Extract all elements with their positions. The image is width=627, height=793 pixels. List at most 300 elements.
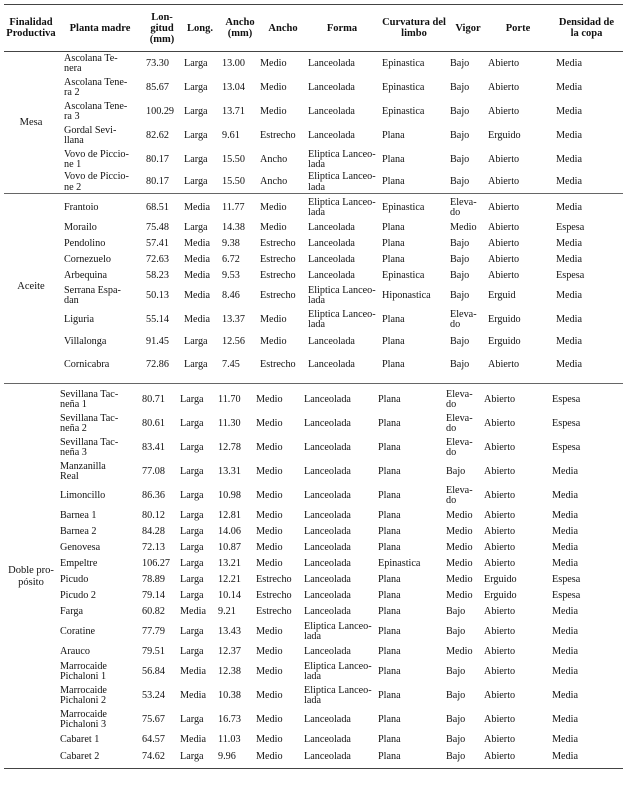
header-finalidad: Finalidad Productiva	[6, 17, 56, 39]
cell-curvatura: Plana	[378, 713, 401, 725]
cell-long: Larga	[180, 713, 204, 725]
cell-densidad: Espesa	[556, 269, 585, 281]
cell-curvatura: Epinastica	[382, 269, 425, 281]
cell-porte: Abierto	[484, 417, 516, 429]
table-row	[4, 332, 623, 352]
cell-densidad: Media	[556, 253, 583, 265]
cell-longitud-mm: 53.24	[142, 689, 165, 701]
header-vigor: Vigor	[455, 22, 481, 34]
cell-ancho-mm: 12.56	[222, 335, 245, 347]
cell-densidad: Media	[556, 358, 583, 370]
cell-vigor: Bajo	[450, 153, 470, 165]
cell-planta-madre: Coratine	[60, 625, 96, 637]
cell-forma: Lanceolada	[304, 750, 351, 762]
cell-ancho: Estrecho	[260, 237, 296, 249]
cell-vigor: Medio	[446, 525, 473, 537]
cell-longitud-mm: 80.61	[142, 417, 165, 429]
cell-vigor: Bajo	[450, 129, 470, 141]
cell-curvatura: Plana	[378, 750, 401, 762]
cell-densidad: Media	[556, 153, 583, 165]
cell-densidad: Media	[552, 557, 579, 569]
cell-vigor: Bajo	[446, 733, 466, 745]
cell-planta-madre: Cabaret 1	[60, 733, 100, 745]
group-label: Mesa	[19, 117, 43, 128]
header-ancho: Ancho	[268, 22, 298, 34]
table-row	[4, 572, 623, 588]
cell-densidad: Media	[552, 645, 579, 657]
cell-vigor: Bajo	[446, 625, 466, 637]
cell-forma: Lanceolada	[308, 237, 355, 249]
cell-porte: Abierto	[484, 489, 516, 501]
cell-long: Larga	[180, 645, 204, 657]
cell-ancho: Medio	[260, 335, 287, 347]
table-row	[4, 308, 623, 332]
cell-ancho: Medio	[256, 665, 283, 677]
cell-forma: Eliptica Lanceo- lada	[308, 308, 376, 330]
cell-porte: Abierto	[484, 645, 516, 657]
cell-ancho: Medio	[260, 81, 287, 93]
group-label: Doble pro- pósito	[8, 565, 54, 588]
cell-long: Media	[184, 313, 211, 325]
cell-ancho-mm: 13.21	[218, 557, 241, 569]
cell-vigor: Medio	[450, 221, 477, 233]
cell-curvatura: Plana	[382, 176, 405, 188]
cell-ancho-mm: 9.21	[218, 605, 236, 617]
cell-planta-madre: Farga	[60, 605, 84, 617]
cell-planta-madre: Sevillana Tac- neña 3	[60, 436, 119, 458]
cell-longitud-mm: 50.13	[146, 289, 169, 301]
cell-porte: Erguido	[488, 335, 521, 347]
cell-longitud-mm: 72.86	[146, 358, 169, 370]
cell-vigor: Bajo	[450, 335, 470, 347]
cell-curvatura: Epinastica	[382, 201, 425, 213]
cell-ancho-mm: 14.06	[218, 525, 241, 537]
cell-curvatura: Epinastica	[382, 81, 425, 93]
cell-porte: Abierto	[484, 441, 516, 453]
cell-ancho: Medio	[256, 557, 283, 569]
cell-forma: Lanceolada	[308, 269, 355, 281]
header-ancho-mm: Ancho (mm)	[225, 17, 255, 39]
cell-densidad: Media	[552, 541, 579, 553]
table-row	[4, 732, 623, 748]
cell-densidad: Media	[552, 509, 579, 521]
cell-curvatura: Plana	[382, 237, 405, 249]
table-row	[4, 172, 623, 193]
cell-densidad: Espesa	[552, 417, 581, 429]
cell-ancho: Medio	[260, 105, 287, 117]
cell-ancho: Medio	[256, 465, 283, 477]
cell-long: Larga	[184, 105, 208, 117]
cell-ancho-mm: 12.81	[218, 509, 241, 521]
cell-curvatura: Plana	[382, 253, 405, 265]
cell-vigor: Medio	[446, 557, 473, 569]
cell-long: Larga	[180, 489, 204, 501]
cell-porte: Abierto	[484, 625, 516, 637]
cell-planta-madre: Liguria	[64, 313, 94, 325]
cell-porte: Abierto	[488, 153, 520, 165]
cell-long: Larga	[184, 358, 208, 370]
cell-curvatura: Epinastica	[378, 557, 421, 569]
cell-vigor: Bajo	[450, 358, 470, 370]
cell-vigor: Bajo	[446, 750, 466, 762]
cell-ancho: Medio	[256, 509, 283, 521]
cell-ancho: Medio	[256, 541, 283, 553]
cell-densidad: Media	[556, 105, 583, 117]
cell-porte: Abierto	[488, 176, 520, 188]
cell-planta-madre: Villalonga	[64, 335, 107, 347]
cell-forma: Lanceolada	[304, 441, 351, 453]
cell-long: Larga	[180, 509, 204, 521]
cell-long: Media	[184, 201, 211, 213]
cell-porte: Erguid	[488, 289, 516, 301]
cell-porte: Abierto	[484, 750, 516, 762]
cell-vigor: Medio	[446, 573, 473, 585]
cell-vigor: Bajo	[450, 237, 470, 249]
cell-longitud-mm: 82.62	[146, 129, 169, 141]
cell-forma: Lanceolada	[308, 221, 355, 233]
cell-ancho-mm: 14.38	[222, 221, 245, 233]
table-row	[4, 284, 623, 308]
cell-vigor: Eleva- do	[446, 388, 473, 410]
cell-densidad: Espesa	[556, 221, 585, 233]
table-row	[4, 556, 623, 572]
cell-planta-madre: Morailo	[64, 221, 97, 233]
cell-longitud-mm: 91.45	[146, 335, 169, 347]
cell-long: Media	[184, 289, 211, 301]
cell-vigor: Eleva- do	[446, 436, 473, 458]
cell-ancho: Estrecho	[260, 253, 296, 265]
cell-vigor: Eleva- do	[446, 412, 473, 434]
cell-long: Larga	[180, 541, 204, 553]
cell-planta-madre: Sevillana Tac- neña 1	[60, 388, 119, 410]
cell-longitud-mm: 77.08	[142, 465, 165, 477]
cell-forma: Lanceolada	[304, 605, 351, 617]
cell-longitud-mm: 60.82	[142, 605, 165, 617]
cell-curvatura: Plana	[378, 441, 401, 453]
cell-long: Larga	[184, 57, 208, 69]
cell-ancho: Medio	[256, 625, 283, 637]
cell-curvatura: Plana	[378, 589, 401, 601]
cell-ancho: Medio	[260, 57, 287, 69]
cell-curvatura: Plana	[378, 489, 401, 501]
cell-porte: Abierto	[484, 465, 516, 477]
cell-longitud-mm: 73.30	[146, 57, 169, 69]
cell-forma: Lanceolada	[304, 465, 351, 477]
cell-forma: Eliptica Lanceo- lada	[308, 171, 376, 193]
cell-forma: Lanceolada	[304, 713, 351, 725]
cell-curvatura: Plana	[382, 153, 405, 165]
cell-ancho-mm: 11.77	[222, 201, 245, 213]
cell-ancho-mm: 11.70	[218, 393, 241, 405]
group-separator	[4, 193, 623, 194]
cell-planta-madre: Marrocaide Pichaloni 2	[60, 684, 107, 706]
table-row	[4, 484, 623, 508]
cell-porte: Abierto	[484, 525, 516, 537]
cell-densidad: Media	[556, 129, 583, 141]
cell-porte: Erguido	[484, 589, 517, 601]
cell-curvatura: Plana	[382, 335, 405, 347]
cell-curvatura: Plana	[378, 509, 401, 521]
cell-ancho: Medio	[256, 645, 283, 657]
table-row	[4, 220, 623, 236]
cell-densidad: Media	[556, 313, 583, 325]
cell-planta-madre: Cornezuelo	[64, 253, 111, 265]
cell-ancho: Ancho	[260, 153, 288, 165]
header-longitud-mm: Lon- gitud (mm)	[149, 11, 175, 45]
cell-porte: Erguido	[488, 129, 521, 141]
cell-forma: Eliptica Lanceo- lada	[304, 620, 372, 642]
cell-longitud-mm: 75.48	[146, 221, 169, 233]
cell-forma: Lanceolada	[304, 589, 351, 601]
cell-long: Media	[180, 733, 207, 745]
cell-longitud-mm: 75.67	[142, 713, 165, 725]
cell-ancho: Estrecho	[260, 129, 296, 141]
cell-vigor: Medio	[446, 509, 473, 521]
cell-longitud-mm: 85.67	[146, 81, 169, 93]
cell-vigor: Medio	[446, 645, 473, 657]
cell-ancho: Estrecho	[256, 573, 292, 585]
cell-ancho-mm: 13.37	[222, 313, 245, 325]
header-densidad: Densidad de la copa	[558, 17, 615, 39]
table-row	[4, 388, 623, 412]
cell-longitud-mm: 57.41	[146, 237, 169, 249]
cell-vigor: Bajo	[450, 289, 470, 301]
table-row	[4, 124, 623, 148]
header-planta-madre: Planta madre	[69, 22, 131, 34]
cell-planta-madre: Manzanilla Real	[60, 460, 106, 482]
cell-ancho-mm: 10.14	[218, 589, 241, 601]
cell-planta-madre: Vovo de Piccio- ne 1	[64, 148, 129, 170]
cell-planta-madre: Genovesa	[60, 541, 101, 553]
cell-long: Larga	[180, 465, 204, 477]
cell-ancho-mm: 10.38	[218, 689, 241, 701]
cell-ancho: Medio	[260, 313, 287, 325]
cell-planta-madre: Barnea 1	[60, 509, 97, 521]
cell-long: Larga	[180, 573, 204, 585]
cell-ancho-mm: 13.31	[218, 465, 241, 477]
cell-longitud-mm: 72.63	[146, 253, 169, 265]
cell-ancho-mm: 12.78	[218, 441, 241, 453]
table-row	[4, 412, 623, 436]
cell-vigor: Bajo	[450, 81, 470, 93]
cell-ancho-mm: 8.46	[222, 289, 240, 301]
cell-densidad: Media	[552, 489, 579, 501]
cell-forma: Lanceolada	[304, 557, 351, 569]
cell-forma: Lanceolada	[304, 417, 351, 429]
cell-planta-madre: Ascolana Te- nera	[64, 52, 118, 74]
table-row	[4, 644, 623, 660]
header-forma: Forma	[326, 22, 358, 34]
cell-porte: Abierto	[484, 509, 516, 521]
cell-planta-madre: Arbequina	[64, 269, 107, 281]
cell-curvatura: Plana	[382, 129, 405, 141]
cell-vigor: Bajo	[446, 713, 466, 725]
cell-ancho-mm: 10.87	[218, 541, 241, 553]
cell-curvatura: Plana	[378, 645, 401, 657]
cell-densidad: Espesa	[552, 393, 581, 405]
cell-longitud-mm: 72.13	[142, 541, 165, 553]
cell-porte: Abierto	[488, 358, 520, 370]
cell-ancho-mm: 9.38	[222, 237, 240, 249]
cell-ancho: Medio	[260, 221, 287, 233]
cell-vigor: Eleva- do	[446, 484, 473, 506]
cell-densidad: Espesa	[552, 589, 581, 601]
cell-ancho-mm: 10.98	[218, 489, 241, 501]
cell-densidad: Media	[552, 465, 579, 477]
cell-forma: Eliptica Lanceo- lada	[308, 284, 376, 306]
cell-forma: Lanceolada	[304, 541, 351, 553]
cell-ancho: Medio	[256, 750, 283, 762]
cell-densidad: Media	[552, 605, 579, 617]
cell-ancho-mm: 11.30	[218, 417, 241, 429]
cell-curvatura: Plana	[378, 733, 401, 745]
cell-long: Larga	[180, 589, 204, 601]
cell-longitud-mm: 56.84	[142, 665, 165, 677]
table-row	[4, 100, 623, 124]
cell-long: Larga	[180, 393, 204, 405]
cell-ancho: Estrecho	[260, 269, 296, 281]
cell-densidad: Media	[556, 81, 583, 93]
cell-porte: Abierto	[484, 665, 516, 677]
cell-forma: Lanceolada	[308, 105, 355, 117]
cell-planta-madre: Barnea 2	[60, 525, 97, 537]
cell-ancho-mm: 12.38	[218, 665, 241, 677]
cell-curvatura: Plana	[378, 689, 401, 701]
cell-porte: Abierto	[488, 81, 520, 93]
cell-forma: Eliptica Lanceo- lada	[308, 196, 376, 218]
cell-longitud-mm: 80.71	[142, 393, 165, 405]
cell-planta-madre: Marrocaide Pichaloni 1	[60, 660, 107, 682]
cell-forma: Lanceolada	[308, 129, 355, 141]
table-row	[4, 236, 623, 252]
table-row	[4, 76, 623, 100]
cell-ancho: Medio	[256, 441, 283, 453]
cell-forma: Lanceolada	[304, 733, 351, 745]
cell-ancho-mm: 9.61	[222, 129, 240, 141]
cell-curvatura: Epinastica	[382, 105, 425, 117]
cell-porte: Abierto	[484, 557, 516, 569]
cell-planta-madre: Picudo 2	[60, 589, 96, 601]
cell-forma: Lanceolada	[304, 525, 351, 537]
cell-planta-madre: Picudo	[60, 573, 89, 585]
cell-ancho-mm: 9.53	[222, 269, 240, 281]
cell-ancho: Medio	[256, 525, 283, 537]
cell-ancho: Ancho	[260, 176, 288, 188]
cell-ancho-mm: 7.45	[222, 358, 240, 370]
cell-curvatura: Plana	[382, 313, 405, 325]
table-header	[4, 4, 623, 52]
cell-long: Media	[184, 237, 211, 249]
cell-densidad: Media	[552, 750, 579, 762]
table-row	[4, 540, 623, 556]
cell-densidad: Espesa	[552, 441, 581, 453]
cell-long: Larga	[184, 176, 208, 188]
table-row	[4, 52, 623, 76]
cell-vigor: Bajo	[450, 105, 470, 117]
cell-longitud-mm: 79.51	[142, 645, 165, 657]
cell-forma: Lanceolada	[308, 335, 355, 347]
cell-forma: Lanceolada	[308, 358, 355, 370]
cell-planta-madre: Vovo de Piccio- ne 2	[64, 171, 129, 193]
table-row	[4, 148, 623, 172]
cell-porte: Abierto	[488, 221, 520, 233]
cell-curvatura: Plana	[378, 625, 401, 637]
cell-porte: Abierto	[488, 253, 520, 265]
cell-porte: Abierto	[484, 689, 516, 701]
cell-planta-madre: Ascolana Tene- ra 3	[64, 100, 128, 122]
cell-planta-madre: Empeltre	[60, 557, 98, 569]
cell-vigor: Bajo	[450, 57, 470, 69]
cell-ancho-mm: 9.96	[218, 750, 236, 762]
cell-vigor: Bajo	[446, 605, 466, 617]
cell-planta-madre: Cabaret 2	[60, 750, 100, 762]
cell-vigor: Eleva- do	[450, 308, 477, 330]
cell-forma: Lanceolada	[308, 57, 355, 69]
group-label: Aceite	[17, 281, 45, 292]
cell-forma: Eliptica Lanceo- lada	[304, 684, 372, 706]
cell-curvatura: Plana	[378, 417, 401, 429]
cell-ancho: Medio	[256, 417, 283, 429]
cell-porte: Abierto	[484, 541, 516, 553]
cell-vigor: Eleva- do	[450, 196, 477, 218]
cell-long: Media	[184, 269, 211, 281]
cell-long: Larga	[180, 441, 204, 453]
table-row	[4, 508, 623, 524]
cell-ancho: Medio	[256, 393, 283, 405]
cell-planta-madre: Sevillana Tac- neña 2	[60, 412, 119, 434]
cell-forma: Lanceolada	[304, 645, 351, 657]
cell-densidad: Media	[556, 289, 583, 301]
cell-curvatura: Plana	[378, 541, 401, 553]
cell-long: Media	[180, 665, 207, 677]
cell-planta-madre: Limoncillo	[60, 489, 106, 501]
cell-longitud-mm: 106.27	[142, 557, 171, 569]
cell-long: Larga	[180, 625, 204, 637]
cell-ancho: Estrecho	[256, 605, 292, 617]
cell-ancho-mm: 6.72	[222, 253, 240, 265]
cell-densidad: Media	[552, 625, 579, 637]
cell-longitud-mm: 74.62	[142, 750, 165, 762]
cell-densidad: Media	[556, 237, 583, 249]
table-row	[4, 460, 623, 484]
cell-long: Larga	[180, 750, 204, 762]
cell-ancho: Estrecho	[256, 589, 292, 601]
cell-planta-madre: Cornicabra	[64, 358, 110, 370]
cell-porte: Abierto	[484, 393, 516, 405]
cell-porte: Abierto	[488, 201, 520, 213]
cell-vigor: Medio	[446, 589, 473, 601]
table-row	[4, 268, 623, 284]
table-row	[4, 524, 623, 540]
cell-long: Larga	[184, 81, 208, 93]
cell-porte: Abierto	[488, 57, 520, 69]
cell-vigor: Bajo	[446, 665, 466, 677]
cell-densidad: Media	[552, 665, 579, 677]
cell-porte: Abierto	[488, 105, 520, 117]
cell-vigor: Bajo	[446, 465, 466, 477]
table-row	[4, 708, 623, 732]
cell-ancho-mm: 16.73	[218, 713, 241, 725]
cell-longitud-mm: 77.79	[142, 625, 165, 637]
cell-longitud-mm: 68.51	[146, 201, 169, 213]
cell-long: Larga	[184, 335, 208, 347]
table-row	[4, 684, 623, 708]
cell-ancho-mm: 12.21	[218, 573, 241, 585]
table-row	[4, 196, 623, 220]
cell-porte: Abierto	[488, 269, 520, 281]
cell-long: Media	[184, 253, 211, 265]
cell-longitud-mm: 79.14	[142, 589, 165, 601]
